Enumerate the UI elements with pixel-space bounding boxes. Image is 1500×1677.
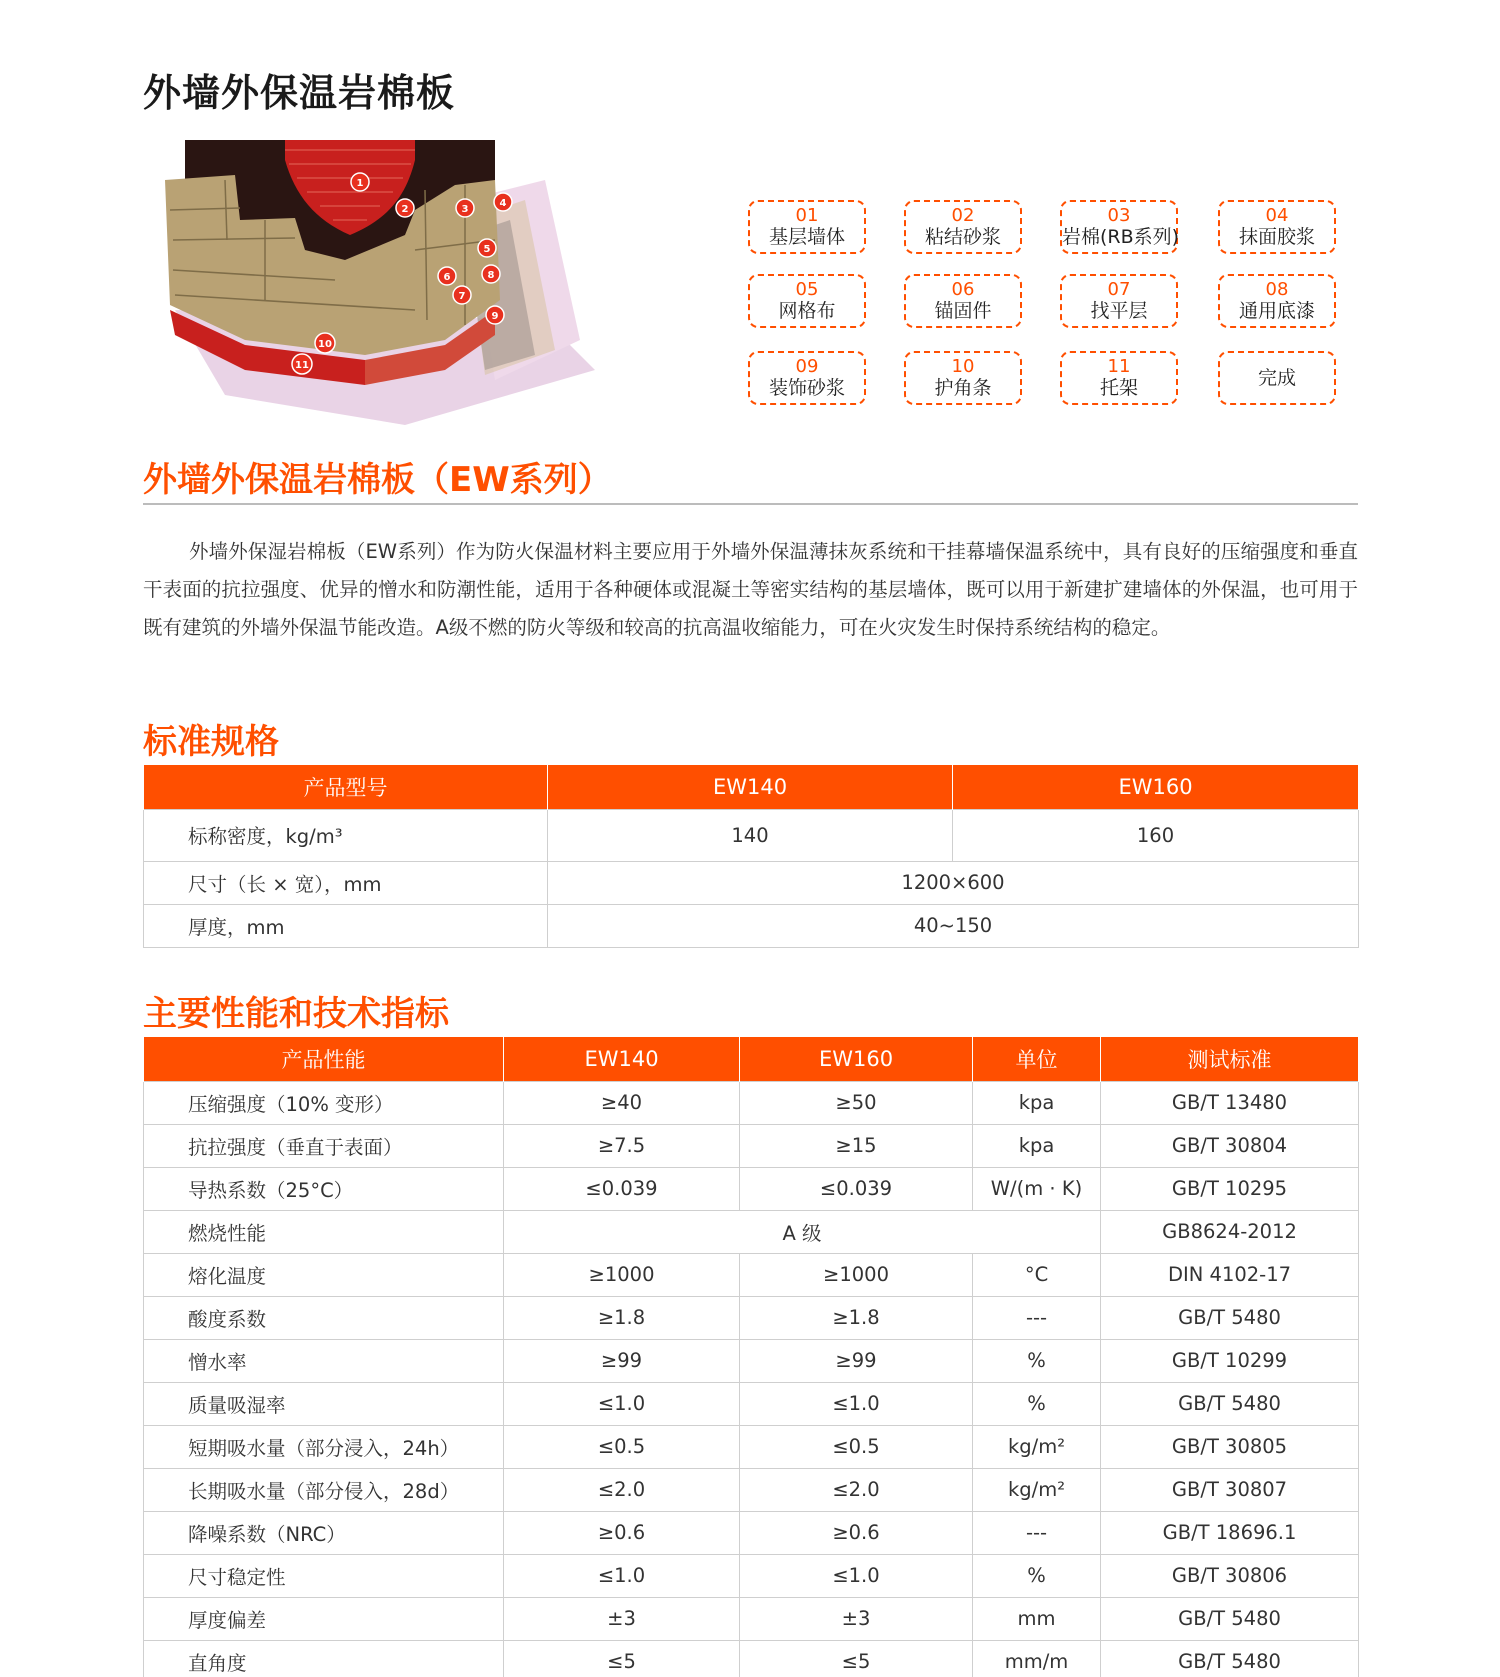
- cell-ew160: ±3: [740, 1597, 973, 1640]
- svg-text:1: 1: [356, 178, 364, 189]
- row-label: 酸度系数: [144, 1296, 504, 1339]
- row-label: 燃烧性能: [144, 1210, 504, 1253]
- legend-item: [904, 200, 1022, 254]
- cell-unit: W/(m · K): [973, 1167, 1101, 1210]
- marker-10: [315, 333, 335, 353]
- performance-table: [143, 1037, 1359, 1677]
- table-header: EW140: [504, 1037, 740, 1081]
- cell-ew140: ≤0.039: [504, 1167, 740, 1210]
- legend-number: 10: [951, 356, 975, 377]
- row-label: 长期吸水量（部分侵入，28d）: [144, 1468, 504, 1511]
- table-row: [144, 1167, 1359, 1210]
- spec-section-title: 标准规格: [143, 722, 279, 762]
- cell-ew140: ≤0.5: [504, 1425, 740, 1468]
- marker-6: [438, 267, 456, 285]
- cell-ew140: ≤1.0: [504, 1382, 740, 1425]
- cell-unit: %: [973, 1382, 1101, 1425]
- svg-text:7: 7: [458, 291, 466, 302]
- table-header: EW140: [548, 765, 953, 809]
- row-label: 短期吸水量（部分浸入，24h）: [144, 1425, 504, 1468]
- svg-text:11: 11: [295, 360, 309, 371]
- row-label: 标称密度，kg/m³: [144, 809, 548, 861]
- legend-label: 锚固件: [934, 300, 992, 322]
- svg-text:6: 6: [443, 272, 451, 283]
- marker-8: [482, 265, 500, 283]
- legend-item: [748, 274, 866, 328]
- cell-unit: kpa: [973, 1081, 1101, 1124]
- legend-item: [1060, 274, 1178, 328]
- svg-text:2: 2: [401, 204, 409, 215]
- cell-ew140: ≥1.8: [504, 1296, 740, 1339]
- svg-text:9: 9: [491, 311, 499, 322]
- row-label: 降噪系数（NRC）: [144, 1511, 504, 1554]
- cell-standard: GB/T 30804: [1101, 1124, 1359, 1167]
- product-description: 外墙外保湿岩棉板（EW系列）作为防火保温材料主要应用于外墙外保温薄抹灰系统和干挂幕墙保温系统中，具有良好的压缩强度和垂直干表面的抗拉强度、优异的憎水和防潮性能，适用于各种硬体或混凝土等密实结构的基层墙体，既可以用于新建扩建墙体的外保温，也可用于既有建筑的外墙外保温节能改造。A级不燃的防火等级和较高的抗高温收缩能力，可在火灾发生时保持系统结构的稳定。: [143, 540, 1358, 639]
- row-label: 厚度，mm: [144, 904, 548, 947]
- row-label: 厚度偏差: [144, 1597, 504, 1640]
- row-label: 熔化温度: [144, 1253, 504, 1296]
- cell-standard: GB/T 10295: [1101, 1167, 1359, 1210]
- row-label: 尺寸稳定性: [144, 1554, 504, 1597]
- cell-merged: 40~150: [548, 904, 1359, 947]
- svg-text:5: 5: [483, 244, 491, 255]
- svg-text:8: 8: [487, 270, 495, 281]
- legend-number: 02: [951, 205, 975, 226]
- cell-standard: GB/T 5480: [1101, 1640, 1359, 1677]
- cell-ew160: ≥0.6: [740, 1511, 973, 1554]
- legend-number: 07: [1107, 279, 1131, 300]
- cell-standard: GB/T 30807: [1101, 1468, 1359, 1511]
- cell-unit: kpa: [973, 1124, 1101, 1167]
- legend-item: [748, 351, 866, 405]
- legend-item: [1060, 200, 1178, 254]
- legend-number: 04: [1265, 205, 1289, 226]
- cell-unit: kg/m²: [973, 1425, 1101, 1468]
- row-label: 尺寸（长 × 宽），mm: [144, 861, 548, 904]
- table-header: EW160: [740, 1037, 973, 1081]
- cell-standard: GB/T 30805: [1101, 1425, 1359, 1468]
- cell-ew160: 160: [953, 809, 1359, 861]
- legend-label: 基层墙体: [768, 226, 845, 248]
- legend-label: 装饰砂浆: [768, 377, 845, 399]
- table-header-row: [144, 765, 1359, 809]
- marker-7: [453, 286, 471, 304]
- cell-standard: GB8624-2012: [1101, 1210, 1359, 1253]
- cell-unit: mm/m: [973, 1640, 1101, 1677]
- legend-number: 03: [1107, 205, 1131, 226]
- cell-unit: %: [973, 1554, 1101, 1597]
- cell-standard: GB/T 5480: [1101, 1597, 1359, 1640]
- page-title: 外墙外保温岩棉板: [143, 71, 456, 115]
- cell-ew160: ≤5: [740, 1640, 973, 1677]
- marker-9: [486, 306, 504, 324]
- table-header: 产品性能: [144, 1037, 504, 1081]
- table-row: [144, 1339, 1359, 1382]
- legend-number: 01: [795, 205, 819, 226]
- cell-unit: ---: [973, 1511, 1101, 1554]
- legend-item: [904, 351, 1022, 405]
- cell-standard: GB/T 13480: [1101, 1081, 1359, 1124]
- cell-standard: DIN 4102-17: [1101, 1253, 1359, 1296]
- cell-unit: %: [973, 1339, 1101, 1382]
- marker-11: [292, 354, 312, 374]
- perf-section-title: 主要性能和技术指标: [143, 994, 449, 1034]
- cell-ew140: ≤5: [504, 1640, 740, 1677]
- cell-ew160: ≤0.039: [740, 1167, 973, 1210]
- cell-ew160: ≥15: [740, 1124, 973, 1167]
- spec-table: [143, 765, 1359, 948]
- legend-number: 08: [1265, 279, 1289, 300]
- table-row: [144, 1382, 1359, 1425]
- row-label: 导热系数（25°C）: [144, 1167, 504, 1210]
- legend-label: 完成: [1257, 367, 1296, 389]
- legend-item: [1218, 274, 1336, 328]
- legend-number: 05: [795, 279, 819, 300]
- legend-item: [1218, 200, 1336, 254]
- table-row: [144, 904, 1359, 947]
- cell-ew140: ≤2.0: [504, 1468, 740, 1511]
- marker-1: [351, 173, 369, 191]
- legend-item: [748, 200, 866, 254]
- table-row: [144, 1468, 1359, 1511]
- table-header: 测试标准: [1101, 1037, 1359, 1081]
- cell-ew160: ≥50: [740, 1081, 973, 1124]
- table-header: 单位: [973, 1037, 1101, 1081]
- table-row: [144, 1253, 1359, 1296]
- table-header: 产品型号: [144, 765, 548, 809]
- svg-text:10: 10: [318, 339, 332, 350]
- cell-unit: °C: [973, 1253, 1101, 1296]
- legend-label: 网格布: [778, 300, 836, 322]
- table-row: [144, 1296, 1359, 1339]
- legend-label: 找平层: [1090, 300, 1148, 322]
- legend-label: 通用底漆: [1238, 300, 1315, 322]
- cell-merged: 1200×600: [548, 861, 1359, 904]
- row-label: 直角度: [144, 1640, 504, 1677]
- table-row: [144, 1124, 1359, 1167]
- cell-merged: A 级: [504, 1210, 1101, 1253]
- marker-3: [456, 199, 474, 217]
- marker-4: [494, 193, 512, 211]
- legend-label: 粘结砂浆: [924, 226, 1001, 248]
- cell-ew140: ≥99: [504, 1339, 740, 1382]
- marker-2: [396, 199, 414, 217]
- cell-standard: GB/T 30806: [1101, 1554, 1359, 1597]
- svg-text:3: 3: [461, 204, 469, 215]
- layer-legend: [748, 200, 1348, 410]
- table-row: [144, 1511, 1359, 1554]
- legend-item: [904, 274, 1022, 328]
- cell-ew160: ≥1.8: [740, 1296, 973, 1339]
- cell-standard: GB/T 10299: [1101, 1339, 1359, 1382]
- legend-label: 护角条: [934, 377, 992, 399]
- cell-ew140: ≥7.5: [504, 1124, 740, 1167]
- cell-ew160: ≤1.0: [740, 1554, 973, 1597]
- legend-item: [1218, 351, 1336, 405]
- row-label: 质量吸湿率: [144, 1382, 504, 1425]
- wall-insulation-illustration: [165, 140, 595, 425]
- legend-number: 06: [951, 279, 975, 300]
- table-row: [144, 1554, 1359, 1597]
- product-section-title: 外墙外保温岩棉板（EW系列）: [143, 460, 612, 500]
- table-row: [144, 861, 1359, 904]
- row-label: 憎水率: [144, 1339, 504, 1382]
- cell-ew160: ≤0.5: [740, 1425, 973, 1468]
- divider: [143, 503, 1358, 505]
- legend-label: 岩棉(RB系列): [1062, 226, 1180, 248]
- table-row: [144, 1640, 1359, 1677]
- cell-ew160: ≤1.0: [740, 1382, 973, 1425]
- legend-number: 11: [1107, 356, 1131, 377]
- cell-unit: mm: [973, 1597, 1101, 1640]
- table-row: [144, 1210, 1359, 1253]
- marker-5: [478, 239, 496, 257]
- cell-ew140: ≥0.6: [504, 1511, 740, 1554]
- cell-unit: kg/m²: [973, 1468, 1101, 1511]
- cell-unit: ---: [973, 1296, 1101, 1339]
- svg-text:4: 4: [499, 198, 507, 209]
- cell-ew140: ±3: [504, 1597, 740, 1640]
- table-row: [144, 1597, 1359, 1640]
- cell-ew160: ≥99: [740, 1339, 973, 1382]
- row-label: 抗拉强度（垂直于表面）: [144, 1124, 504, 1167]
- cell-ew140: ≥1000: [504, 1253, 740, 1296]
- legend-number: 09: [795, 356, 819, 377]
- table-row: [144, 1425, 1359, 1468]
- cell-ew160: ≤2.0: [740, 1468, 973, 1511]
- table-header: EW160: [953, 765, 1359, 809]
- cell-standard: GB/T 18696.1: [1101, 1511, 1359, 1554]
- cell-standard: GB/T 5480: [1101, 1296, 1359, 1339]
- legend-item: [1060, 351, 1178, 405]
- legend-label: 抹面胶浆: [1238, 226, 1315, 248]
- table-row: [144, 809, 1359, 861]
- table-header-row: [144, 1037, 1359, 1081]
- legend-label: 托架: [1099, 377, 1138, 399]
- cell-standard: GB/T 5480: [1101, 1382, 1359, 1425]
- row-label: 压缩强度（10% 变形）: [144, 1081, 504, 1124]
- cell-ew140: ≥40: [504, 1081, 740, 1124]
- cell-ew160: ≥1000: [740, 1253, 973, 1296]
- cell-ew140: ≤1.0: [504, 1554, 740, 1597]
- cell-ew140: 140: [548, 809, 953, 861]
- table-row: [144, 1081, 1359, 1124]
